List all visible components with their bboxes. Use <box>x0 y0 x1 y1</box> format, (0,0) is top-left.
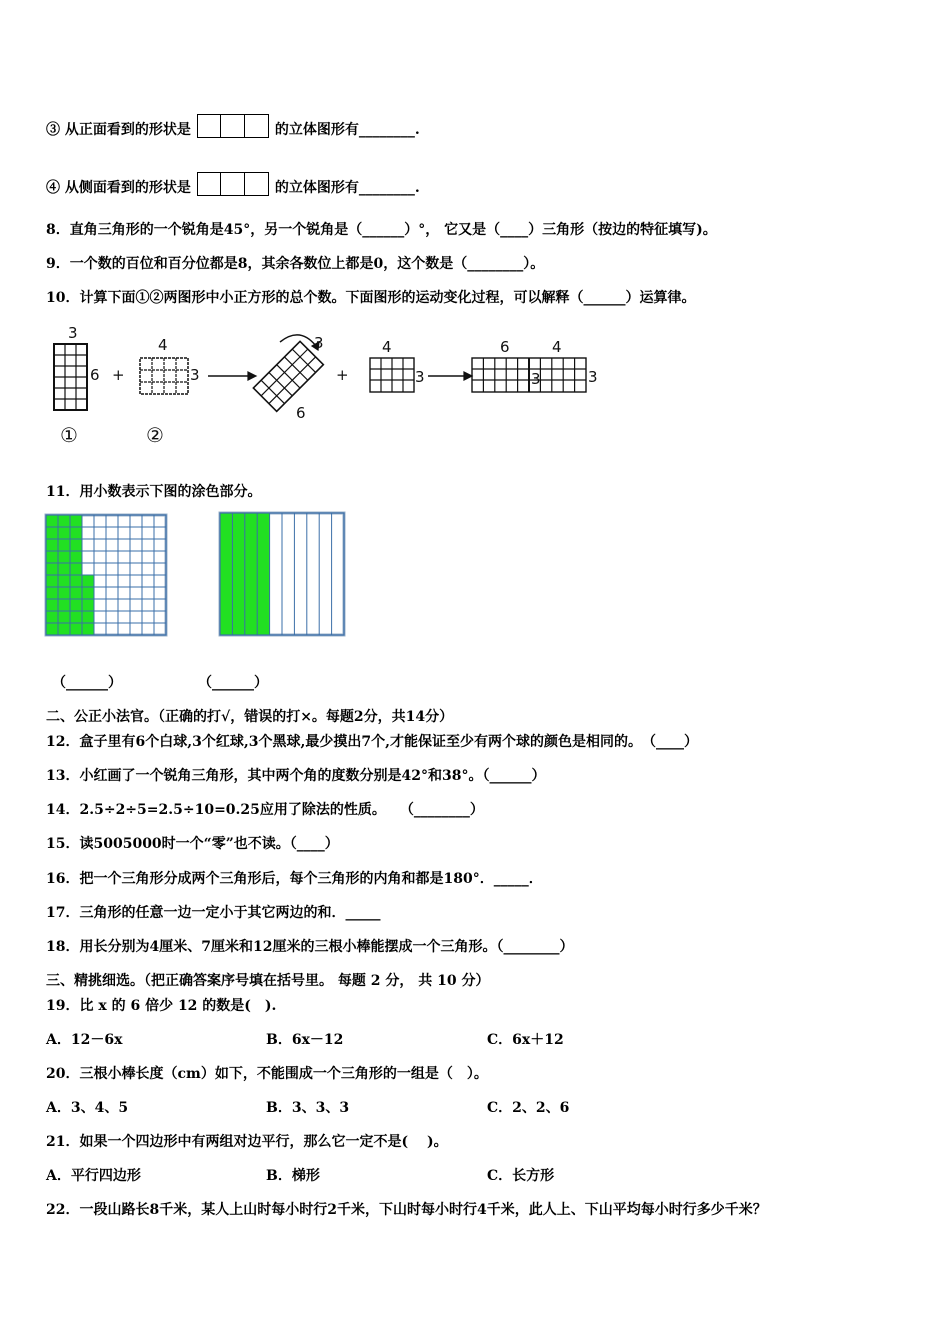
three-square-shape <box>197 114 269 138</box>
q20-option-b[interactable]: B．3、3、3 <box>266 1100 350 1116</box>
fig1-top-label: 3 <box>68 324 78 342</box>
q13-text: 13．小红画了一个锐角三角形，其中两个角的度数分别是42°和38°。（______） <box>46 768 546 784</box>
fig2-top-label: 4 <box>158 336 168 354</box>
q21-option-c[interactable]: C．长方形 <box>487 1168 555 1184</box>
arrow-1-head <box>248 372 256 380</box>
q7-side-prefix: ④ 从侧面看到的形状是 <box>46 180 191 196</box>
result-side-label: 3 <box>588 368 598 386</box>
q7-front-line <box>46 114 420 140</box>
q19-option-c[interactable]: C．6x＋12 <box>487 1032 564 1048</box>
result-mid-label: 3 <box>531 370 541 388</box>
result-top-left-label: 6 <box>500 338 510 356</box>
q12-text: 12．盒子里有6个白球,3个红球,3个黑球,最少摸出7个,才能保证至少有两个球的颜色是相同的。 （____） <box>46 734 698 750</box>
fig3-side-label: 3 <box>415 368 425 386</box>
fig3-top-label: 4 <box>382 338 392 356</box>
fig1-grid <box>54 344 87 410</box>
q20-text: 20．三根小棒长度（cm）如下，不能围成一个三角形的一组是（ ）。 <box>46 1066 488 1082</box>
q7-side-suffix: 的立体图形有________. <box>274 180 420 196</box>
q10-figure <box>44 318 614 448</box>
q22-text: 22．一段山路长8千米，某人上山时每小时行2千米，下山时每小时行4千米，此人上、下山平均每小时行多少千米？ <box>46 1202 767 1218</box>
rotated-side-label: 6 <box>296 404 306 422</box>
rotated-top-label: 3 <box>314 334 324 352</box>
q19-option-b[interactable]: B．6x－12 <box>266 1032 344 1048</box>
q9-text: 9．一个数的百位和百分位都是8，其余各数位上都是0，这个数是（________）。 <box>46 256 545 272</box>
plus-sign: + <box>336 366 349 384</box>
q17-text: 17．三角形的任意一边一定小于其它两边的和．_____ <box>46 905 381 921</box>
fig3-grid <box>370 358 414 392</box>
section-2-heading: 二、公正小法官。（正确的打√，错误的打×。每题2分，共14分） <box>46 709 454 725</box>
q11-blank-1: （______） <box>52 675 122 691</box>
q21-text: 21．如果一个四边形中有两组对边平行，那么它一定不是( )。 <box>46 1134 448 1150</box>
q14-text: 14．2.5÷2÷5=2.5÷10=0.25应用了除法的性质。 （________） <box>46 802 484 818</box>
q11-grid-1 <box>44 513 170 637</box>
q18-text: 18．用长分别为4厘米、7厘米和12厘米的三根小棒能摆成一个三角形。（________） <box>46 939 574 955</box>
fig1-circle-label: ① <box>60 423 78 447</box>
result-top-right-label: 4 <box>552 338 562 356</box>
q7-side-line <box>46 172 420 198</box>
q15-text: 15．读5005000时一个“零”也不读。（____） <box>46 836 339 852</box>
q7-front-prefix: ③ 从正面看到的形状是 <box>46 122 191 138</box>
q10-text: 10．计算下面①②两图形中小正方形的总个数。下面图形的运动变化过程，可以解释（______）运算律。 <box>46 290 696 306</box>
q20-option-a[interactable]: A．3、4、5 <box>46 1100 129 1116</box>
q16-text: 16．把一个三角形分成两个三角形后，每个三角形的内角和都是180°．_____． <box>46 871 543 887</box>
arrow-2-head <box>464 372 472 380</box>
result-grid <box>472 358 586 392</box>
q11-grid-2 <box>218 511 348 639</box>
fig2-side-label: 3 <box>190 366 200 384</box>
q7-front-suffix: 的立体图形有________. <box>274 122 420 138</box>
fig2-grid <box>140 358 188 394</box>
plus-sign: + <box>112 366 125 384</box>
rotated-grid <box>253 341 323 411</box>
shaded-cells <box>82 575 94 635</box>
q21-option-a[interactable]: A．平行四边形 <box>46 1168 141 1184</box>
q19-option-a[interactable]: A．12－6x <box>46 1032 123 1048</box>
q11-blank-2: （______） <box>198 675 268 691</box>
fig1-side-label: 6 <box>90 366 100 384</box>
three-square-shape <box>197 172 269 196</box>
q20-option-c[interactable]: C．2、2、6 <box>487 1100 570 1116</box>
fig2-circle-label: ② <box>146 423 164 447</box>
q19-text: 19．比 x 的 6 倍少 12 的数是( ). <box>46 998 277 1014</box>
q8-text: 8．直角三角形的一个锐角是45°，另一个锐角是（______）°， 它又是（____）三角形（按边的特征填写)。 <box>46 222 717 238</box>
section-3-heading: 三、精挑细选。（把正确答案序号填在括号里。 每题 2 分， 共 10 分） <box>46 973 490 989</box>
q21-option-b[interactable]: B．梯形 <box>266 1168 320 1184</box>
q11-text: 11．用小数表示下图的涂色部分。 <box>46 484 262 500</box>
